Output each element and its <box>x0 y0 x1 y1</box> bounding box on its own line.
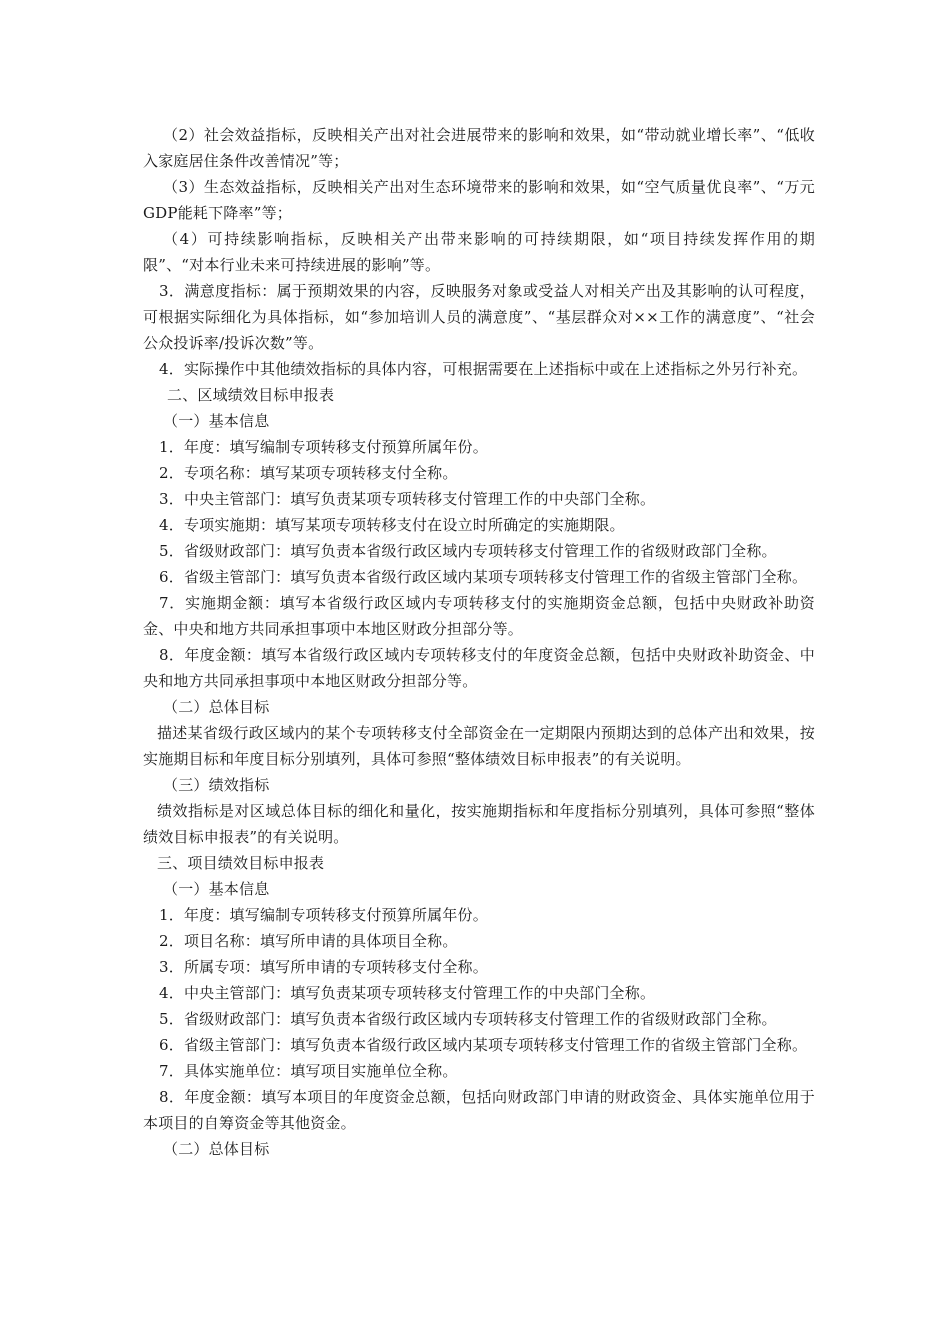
subsection-heading: （二）总体目标 <box>163 698 270 716</box>
paragraph: 8．年度金额：填写本项目的年度资金总额，包括向财政部门申请的财政资金、具体实施单位用于本项目的自筹资金等其他资金。 <box>143 1088 815 1132</box>
paragraph: 7．实施期金额：填写本省级行政区域内专项转移支付的实施期资金总额，包括中央财政补助资金、中央和地方共同承担事项中本地区财政分担部分等。 <box>143 594 815 638</box>
paragraph: 3．所属专项：填写所申请的专项转移支付全称。 <box>159 958 488 976</box>
paragraph: 2．专项名称：填写某项专项转移支付全称。 <box>159 464 458 482</box>
paragraph: 6．省级主管部门：填写负责本省级行政区域内某项专项转移支付管理工作的省级主管部门全称。 <box>159 1036 808 1054</box>
subsection-heading: （一）基本信息 <box>163 412 270 430</box>
paragraph: 4．专项实施期：填写某项专项转移支付在设立时所确定的实施期限。 <box>159 516 625 534</box>
subsection-heading: （三）绩效指标 <box>163 776 270 794</box>
paragraph: 1．年度：填写编制专项转移支付预算所属年份。 <box>159 906 488 924</box>
paragraph: 8．年度金额：填写本省级行政区域内专项转移支付的年度资金总额，包括中央财政补助资金、中央和地方共同承担事项中本地区财政分担部分等。 <box>143 646 815 690</box>
subsection-heading: （二）总体目标 <box>163 1140 270 1158</box>
paragraph: 5．省级财政部门：填写负责本省级行政区域内专项转移支付管理工作的省级财政部门全称。 <box>159 1010 777 1028</box>
paragraph: 7．具体实施单位：填写项目实施单位全称。 <box>159 1062 458 1080</box>
paragraph: 4．实际操作中其他绩效指标的具体内容，可根据需要在上述指标中或在上述指标之外另行补充。 <box>159 360 808 378</box>
paragraph: 6．省级主管部门：填写负责本省级行政区域内某项专项转移支付管理工作的省级主管部门全称。 <box>159 568 808 586</box>
paragraph: （2）社会效益指标，反映相关产出对社会进展带来的影响和效果，如“带动就业增长率”、“低收入家庭居住条件改善情况”等； <box>143 126 815 170</box>
document-page <box>143 122 815 1162</box>
paragraph: （3）生态效益指标，反映相关产出对生态环境带来的影响和效果，如“空气质量优良率”、“万元GDP能耗下降率”等； <box>143 178 815 222</box>
section-heading: 三、项目绩效目标申报表 <box>157 854 325 872</box>
paragraph: （4）可持续影响指标，反映相关产出带来影响的可持续期限，如“项目持续发挥作用的期限”、“对本行业未来可持续进展的影响”等。 <box>143 230 815 274</box>
paragraph: 5．省级财政部门：填写负责本省级行政区域内专项转移支付管理工作的省级财政部门全称。 <box>159 542 777 560</box>
section-heading: 二、区域绩效目标申报表 <box>167 386 335 404</box>
paragraph: 3．中央主管部门：填写负责某项专项转移支付管理工作的中央部门全称。 <box>159 490 656 508</box>
paragraph: 3．满意度指标：属于预期效果的内容，反映服务对象或受益人对相关产出及其影响的认可程度，可根据实际细化为具体指标，如“参加培训人员的满意度”、“基层群众对××工作的满意度”、“社会公众投诉率/投诉次数”等。 <box>143 282 815 352</box>
paragraph: 2．项目名称：填写所申请的具体项目全称。 <box>159 932 458 950</box>
paragraph: 4．中央主管部门：填写负责某项专项转移支付管理工作的中央部门全称。 <box>159 984 656 1002</box>
subsection-heading: （一）基本信息 <box>163 880 270 898</box>
paragraph: 绩效指标是对区域总体目标的细化和量化，按实施期指标和年度指标分别填列，具体可参照“整体绩效目标申报表”的有关说明。 <box>143 802 815 846</box>
paragraph: 描述某省级行政区域内的某个专项转移支付全部资金在一定期限内预期达到的总体产出和效果，按实施期目标和年度目标分别填列，具体可参照“整体绩效目标申报表”的有关说明。 <box>143 724 815 768</box>
paragraph: 1．年度：填写编制专项转移支付预算所属年份。 <box>159 438 488 456</box>
